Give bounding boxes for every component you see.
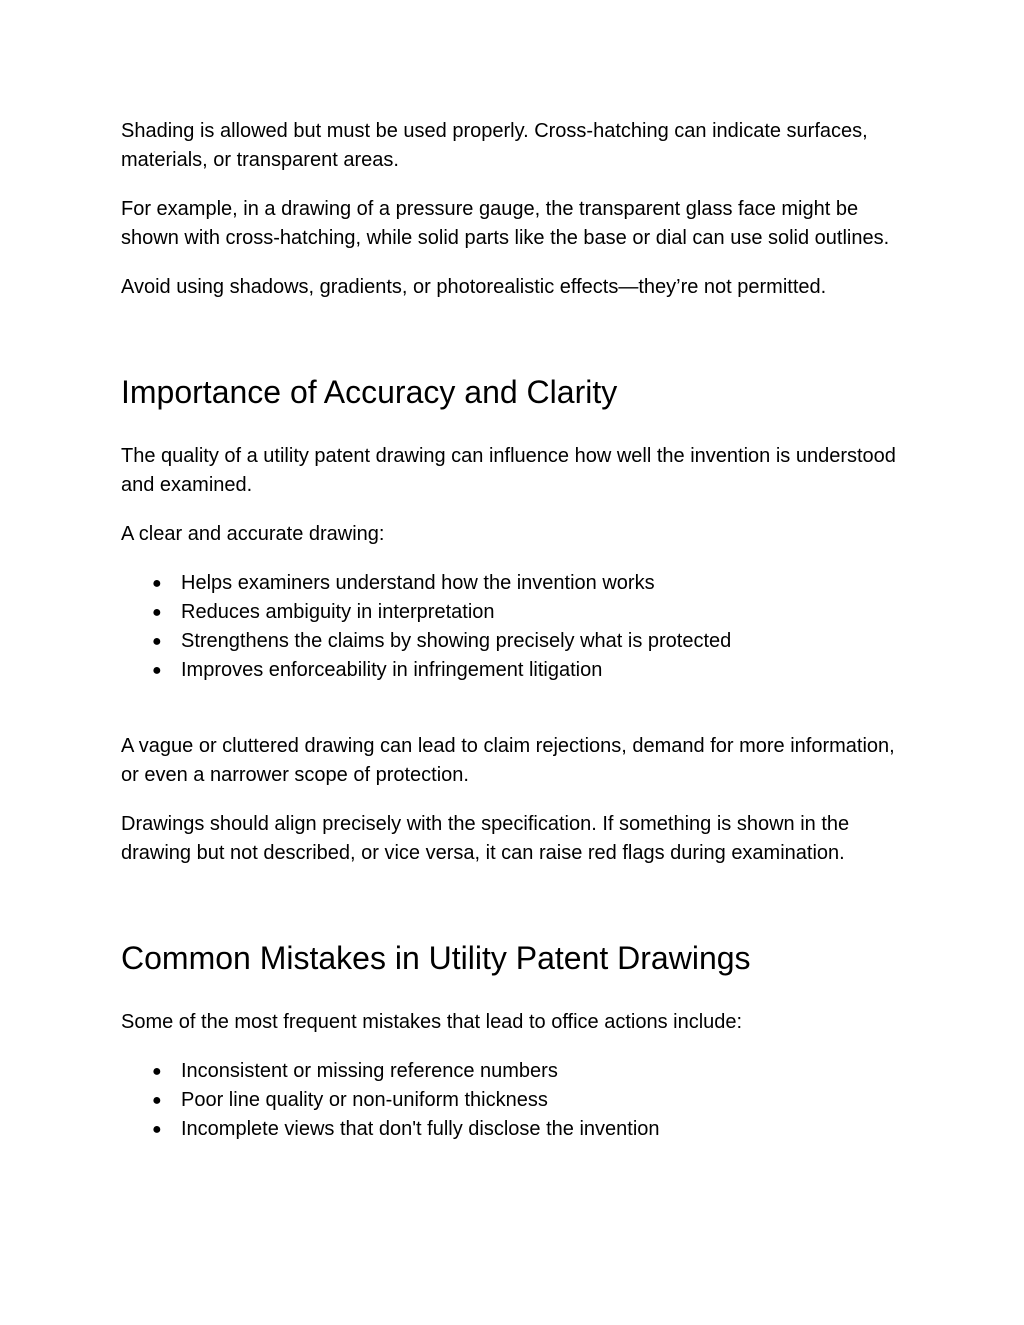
list-item-text: Incomplete views that don't fully disclose the invention (181, 1118, 660, 1140)
bullet-icon: ● (152, 604, 162, 621)
bullet-icon: ● (152, 575, 162, 592)
list-item-text: Strengthens the claims by showing precisely what is protected (181, 630, 732, 652)
list-item (121, 1086, 914, 1115)
bullet-icon: ● (152, 1121, 162, 1138)
shading-paragraph-2: For example, in a drawing of a pressure gauge, the transparent glass face might be shown with cross-hatching, while solid parts like the base or dial can use solid outlines. (121, 198, 890, 249)
list-item-text: Poor line quality or non-uniform thickness (181, 1089, 548, 1111)
list-item (121, 627, 914, 656)
list-item (121, 1057, 914, 1086)
bullet-icon: ● (152, 1063, 162, 1080)
mistakes-paragraph-1: Some of the most frequent mistakes that lead to office actions include: (121, 1011, 743, 1033)
accuracy-bullet-list (121, 569, 914, 685)
mistakes-heading: Common Mistakes in Utility Patent Drawings (121, 940, 751, 976)
list-item-text: Improves enforceability in infringement litigation (181, 659, 603, 681)
list-item (121, 598, 914, 627)
list-item-text: Helps examiners understand how the invention works (181, 572, 655, 594)
bullet-icon: ● (152, 633, 162, 650)
accuracy-paragraph-3: A vague or cluttered drawing can lead to claim rejections, demand for more information, or even a narrower scope of protection. (121, 735, 895, 786)
bullet-icon: ● (152, 662, 162, 679)
accuracy-paragraph-2: A clear and accurate drawing: (121, 523, 385, 545)
list-item (121, 1115, 914, 1144)
accuracy-paragraph-1: The quality of a utility patent drawing can influence how well the invention is understood and examined. (121, 445, 896, 496)
list-item-text: Inconsistent or missing reference numbers (181, 1060, 558, 1082)
list-item (121, 656, 914, 685)
shading-paragraph-3: Avoid using shadows, gradients, or photorealistic effects—they’re not permitted. (121, 276, 827, 298)
list-item-text: Reduces ambiguity in interpretation (181, 601, 495, 623)
list-item (121, 569, 914, 598)
shading-paragraph-1: Shading is allowed but must be used properly. Cross-hatching can indicate surfaces, materials, or transparent areas. (121, 120, 868, 171)
bullet-icon: ● (152, 1092, 162, 1109)
mistakes-bullet-list (121, 1057, 914, 1144)
accuracy-heading: Importance of Accuracy and Clarity (121, 374, 618, 410)
accuracy-paragraph-4: Drawings should align precisely with the specification. If something is shown in the drawing but not described, or vice versa, it can raise red flags during examination. (121, 813, 850, 864)
